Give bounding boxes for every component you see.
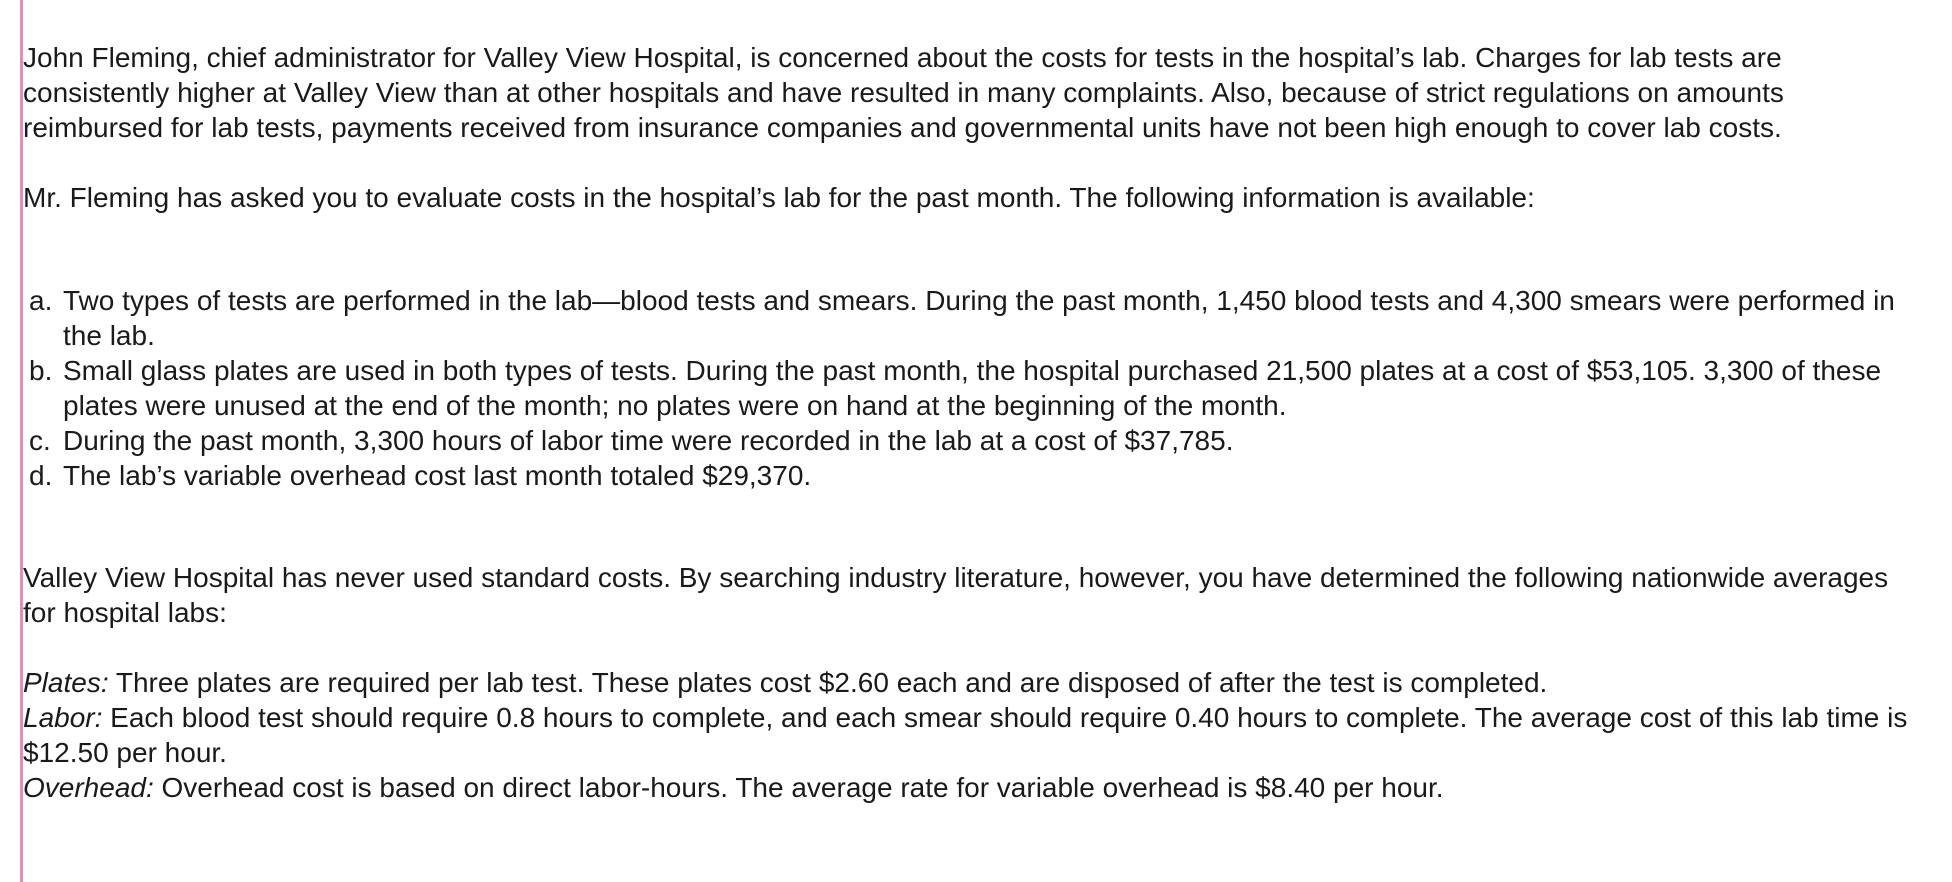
list-item (23, 423, 1923, 458)
standard-plates (23, 665, 1923, 700)
spacer (23, 493, 1923, 560)
list-marker: c. (29, 425, 51, 456)
information-list (23, 283, 1923, 493)
request-paragraph: Mr. Fleming has asked you to evaluate costs in the hospital’s lab for the past month. The following information is available: (23, 182, 1535, 213)
standard-text: Each blood test should require 0.8 hours to complete, and each smear should require 0.40 hours to complete. The average cost of this lab time is $12.50 per hour. (23, 702, 1908, 768)
standard-label: Labor: (23, 702, 103, 733)
spacer (23, 630, 1923, 665)
standard-label: Plates: (23, 667, 109, 698)
intro-paragraph: John Fleming, chief administrator for Valley View Hospital, is concerned about the costs for tests in the hospital’s lab. Charges for lab tests are consistently higher at Valley View than at other hospitals and have resulted in many complaints. Also, because of strict regulations on amounts reimbursed for lab tests, payments received from insurance companies and governmental units have not been high enough to cover lab costs. (23, 42, 1784, 143)
list-item (23, 353, 1923, 423)
list-item-text: During the past month, 3,300 hours of labor time were recorded in the lab at a cost of $37,785. (63, 425, 1234, 456)
standard-label: Overhead: (23, 772, 154, 803)
list-item (23, 458, 1923, 493)
standard-text: Three plates are required per lab test. These plates cost $2.60 each and are disposed of after the test is completed. (108, 667, 1548, 698)
list-marker: d. (29, 460, 53, 491)
standard-overhead (23, 770, 1923, 805)
list-item-text: The lab’s variable overhead cost last month totaled $29,370. (63, 460, 812, 491)
standard-labor (23, 700, 1923, 770)
spacer (23, 215, 1923, 283)
standards-list (23, 665, 1923, 805)
spacer (23, 145, 1923, 180)
list-item-text: Small glass plates are used in both types of tests. During the past month, the hospital purchased 21,500 plates at a cost of $53,105. 3,300 of these plates were unused at the end of the month; no plates were on hand at the beginning of the month. (63, 355, 1882, 421)
standards-intro-paragraph: Valley View Hospital has never used standard costs. By searching industry literature, however, you have determined the following nationwide averages for hospital labs: (23, 562, 1889, 628)
list-item-text: Two types of tests are performed in the lab—blood tests and smears. During the past month, 1,450 blood tests and 4,300 smears were performed in the lab. (63, 285, 1895, 351)
list-marker: a. (29, 285, 53, 316)
list-marker: b. (29, 355, 53, 386)
standard-text: Overhead cost is based on direct labor-hours. The average rate for variable overhead is $8.40 per hour. (153, 772, 1444, 803)
problem-text (23, 40, 1923, 805)
list-item (23, 283, 1923, 353)
